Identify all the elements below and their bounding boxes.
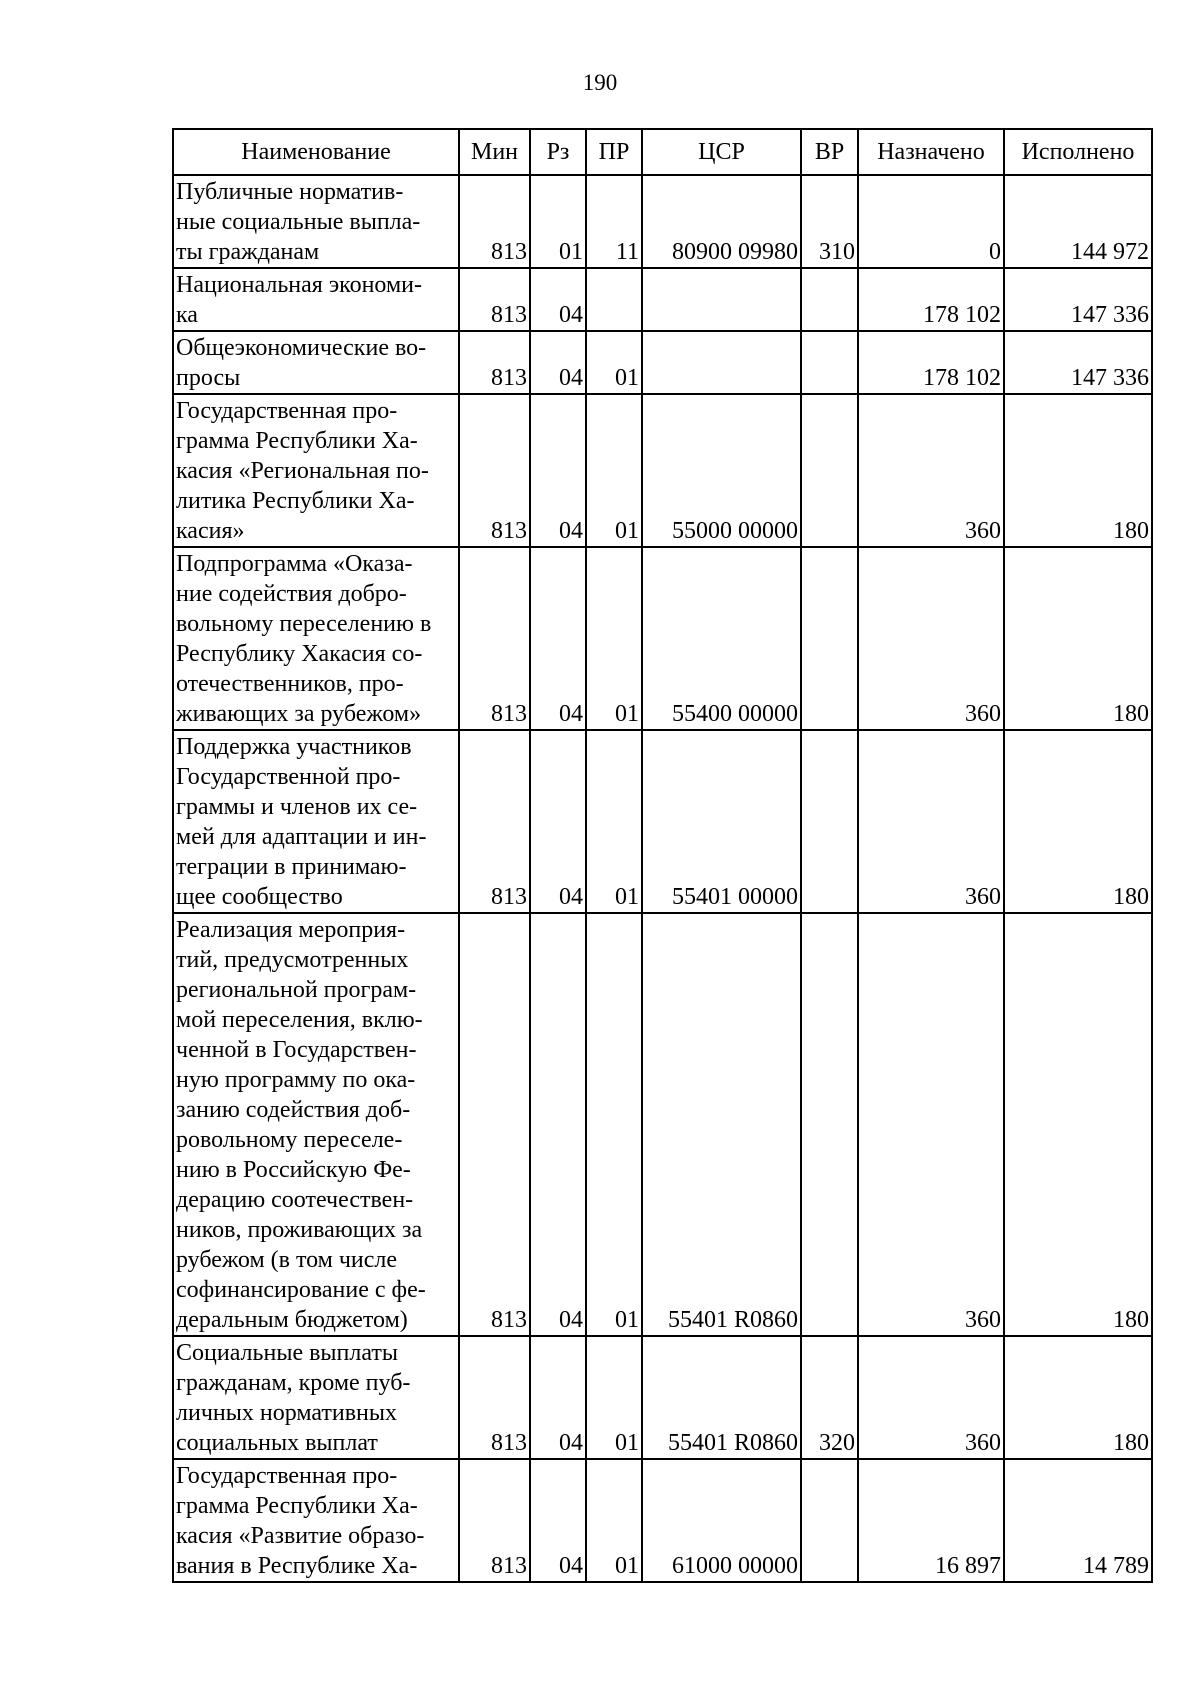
cell-vr (801, 394, 858, 547)
cell-pr (586, 268, 642, 331)
cell-vr (801, 268, 858, 331)
table-row (173, 913, 1152, 1336)
header-name: Наименование (173, 129, 459, 175)
cell-csr: 55400 00000 (642, 547, 801, 730)
table-row (173, 268, 1152, 331)
cell-pr: 01 (586, 913, 642, 1336)
table-row (173, 394, 1152, 547)
table-row (173, 730, 1152, 913)
header-csr: ЦСР (642, 129, 801, 175)
cell-name: Национальная экономи- ка (173, 268, 459, 331)
cell-csr: 61000 00000 (642, 1459, 801, 1582)
cell-name: Публичные норматив- ные социальные выпла- ты гражданам (173, 175, 459, 268)
cell-csr: 55401 R0860 (642, 913, 801, 1336)
cell-vr (801, 1459, 858, 1582)
page-number: 190 (582, 70, 618, 95)
cell-name: Общеэкономические во- просы (173, 331, 459, 394)
cell-rz: 04 (530, 394, 586, 547)
cell-vr (801, 913, 858, 1336)
cell-assigned: 16 897 (858, 1459, 1004, 1582)
cell-csr: 55401 R0860 (642, 1336, 801, 1459)
cell-pr: 11 (586, 175, 642, 268)
cell-pr: 01 (586, 394, 642, 547)
cell-executed: 180 (1004, 547, 1152, 730)
cell-executed: 147 336 (1004, 268, 1152, 331)
cell-executed: 180 (1004, 913, 1152, 1336)
cell-min: 813 (459, 331, 530, 394)
table-row (173, 175, 1152, 268)
cell-vr (801, 547, 858, 730)
cell-rz: 04 (530, 1336, 586, 1459)
header-vr: ВР (801, 129, 858, 175)
cell-vr (801, 331, 858, 394)
cell-csr: 80900 09980 (642, 175, 801, 268)
header-pr: ПР (586, 129, 642, 175)
table-row (173, 1459, 1152, 1582)
cell-executed: 180 (1004, 1336, 1152, 1459)
cell-assigned: 178 102 (858, 268, 1004, 331)
table-row (173, 547, 1152, 730)
cell-pr: 01 (586, 1459, 642, 1582)
cell-csr (642, 331, 801, 394)
table-header-row (173, 129, 1152, 175)
table-row (173, 331, 1152, 394)
cell-assigned: 360 (858, 394, 1004, 547)
budget-table (172, 128, 1153, 1583)
cell-assigned: 360 (858, 730, 1004, 913)
table-row (173, 1336, 1152, 1459)
cell-rz: 04 (530, 268, 586, 331)
cell-min: 813 (459, 175, 530, 268)
cell-rz: 04 (530, 331, 586, 394)
cell-min: 813 (459, 394, 530, 547)
cell-rz: 04 (530, 913, 586, 1336)
cell-assigned: 178 102 (858, 331, 1004, 394)
header-min: Мин (459, 129, 530, 175)
cell-min: 813 (459, 730, 530, 913)
table-body (173, 175, 1152, 1582)
cell-rz: 01 (530, 175, 586, 268)
header-rz: Рз (530, 129, 586, 175)
cell-min: 813 (459, 547, 530, 730)
cell-name: Поддержка участников Государственной про- граммы и членов их се- мей для адаптации и ин- теграции в принимаю- щее сообщество (173, 730, 459, 913)
cell-pr: 01 (586, 331, 642, 394)
cell-name: Подпрограмма «Оказа- ние содействия добро- вольному переселению в Республику Хакасия со- отечественников, про- живающих за рубежом» (173, 547, 459, 730)
cell-executed: 144 972 (1004, 175, 1152, 268)
cell-assigned: 360 (858, 1336, 1004, 1459)
cell-csr: 55000 00000 (642, 394, 801, 547)
cell-executed: 180 (1004, 394, 1152, 547)
cell-name: Государственная про- грамма Республики Ха- касия «Региональная по- литика Республики Ха- касия» (173, 394, 459, 547)
cell-executed: 180 (1004, 730, 1152, 913)
cell-rz: 04 (530, 1459, 586, 1582)
cell-pr: 01 (586, 547, 642, 730)
cell-vr: 320 (801, 1336, 858, 1459)
header-executed: Исполнено (1004, 129, 1152, 175)
cell-rz: 04 (530, 730, 586, 913)
cell-name: Социальные выплаты гражданам, кроме пуб- личных нормативных социальных выплат (173, 1336, 459, 1459)
cell-pr: 01 (586, 1336, 642, 1459)
cell-min: 813 (459, 268, 530, 331)
cell-assigned: 360 (858, 913, 1004, 1336)
cell-name: Государственная про- грамма Республики Ха- касия «Развитие образо- вания в Республике Ха- (173, 1459, 459, 1582)
cell-csr: 55401 00000 (642, 730, 801, 913)
cell-pr: 01 (586, 730, 642, 913)
cell-assigned: 0 (858, 175, 1004, 268)
cell-csr (642, 268, 801, 331)
cell-rz: 04 (530, 547, 586, 730)
cell-executed: 14 789 (1004, 1459, 1152, 1582)
cell-min: 813 (459, 1459, 530, 1582)
cell-min: 813 (459, 1336, 530, 1459)
cell-vr (801, 730, 858, 913)
cell-min: 813 (459, 913, 530, 1336)
cell-executed: 147 336 (1004, 331, 1152, 394)
cell-vr: 310 (801, 175, 858, 268)
header-assigned: Назначено (858, 129, 1004, 175)
cell-assigned: 360 (858, 547, 1004, 730)
cell-name: Реализация мероприя- тий, предусмотренных региональной програм- мой переселения, вклю- ченной в Государствен- ную программу по ока- занию содействия доб- ровольному переселе- нию в Российскую Фе- дерацию соотечествен- ников, проживающих за рубежом (в том числе софинансирование с фе- деральным бюджетом) (173, 913, 459, 1336)
